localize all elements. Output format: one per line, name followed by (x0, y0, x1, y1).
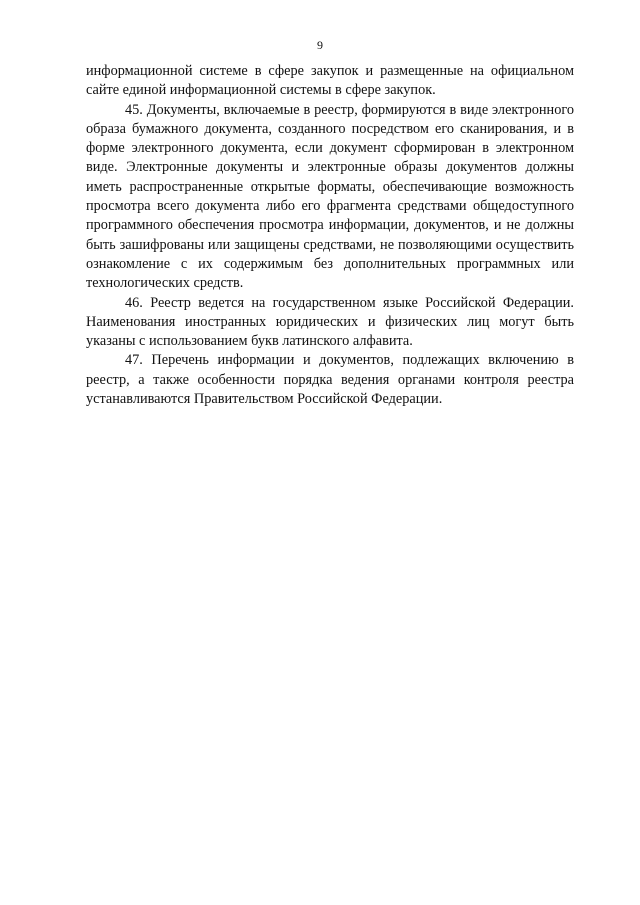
page-number: 9 (317, 38, 323, 52)
paragraph-47: 47. Перечень информации и документов, подлежащих включению в реестр, а также особенности порядка ведения органами контроля реестра устанавливаются Правительством Российской Федерации. (86, 352, 574, 408)
paragraph-continuation: информационной системе в сфере закупок и размещенные на официальном сайте единой информационной системы в сфере закупок. (86, 63, 574, 99)
paragraph-46: 46. Реестр ведется на государственном языке Российской Федерации. Наименования иностранных юридических и физических лиц могут быть указаны с использованием букв латинского алфавита. (86, 294, 574, 350)
paragraph-45: 45. Документы, включаемые в реестр, формируются в виде электронного образа бумажного документа, созданного посредством его сканирования, и в форме электронного документа, если документ сформирован в электронном виде. Электронные документы и электронные образы документов должны иметь распространенные открытые форматы, обеспечивающие возможность просмотра всего документа либо его фрагмента средствами общедоступного программного обеспечения просмотра информации, документов, и не должны быть зашифрованы или защищены средствами, не позволяющими осуществить ознакомление с их содержимым без дополнительных программных или технологических средств. (86, 101, 574, 292)
document-body (86, 62, 574, 409)
